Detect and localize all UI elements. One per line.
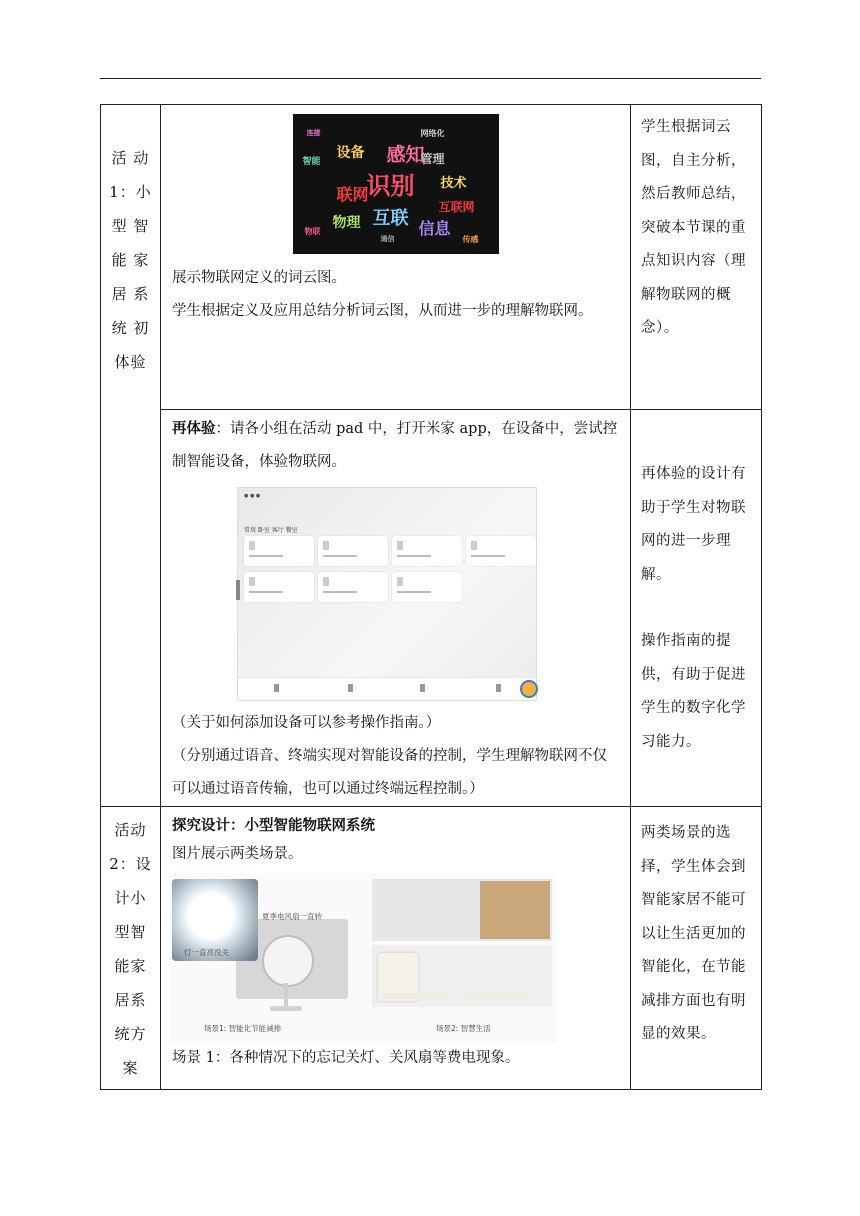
paragraph: 学生根据定义及应用总结分析词云图，从而进一步的理解物联网。 <box>172 303 593 319</box>
wordcloud-word: 感知 <box>386 144 425 166</box>
photo-strip <box>382 993 452 999</box>
activity1-label-cell <box>101 105 161 807</box>
device-card <box>318 572 388 602</box>
wordcloud-word: 管理 <box>420 152 445 166</box>
re-experience-block <box>161 410 630 479</box>
photo-strip <box>462 993 532 999</box>
device-card <box>318 536 388 566</box>
wordcloud-word: 传感 <box>462 235 479 244</box>
activity2-label <box>101 807 160 1085</box>
activity1-row-2 <box>101 410 762 807</box>
label-line: 活动 <box>114 821 147 839</box>
side-note-a: 再体验的设计有助于学生对物联网的进一步理解。 <box>641 466 746 583</box>
wordcloud-word: 识别 <box>366 172 415 200</box>
activity2-content <box>161 807 631 1090</box>
note: （分别通过语音、终端实现对智能设备的控制，学生理解物联网不仅可以通过语音传输，也可以通过终端远程控制。） <box>172 748 607 797</box>
wordcloud-word: 联网 <box>336 185 369 204</box>
label-line: 案 <box>122 1059 139 1077</box>
room-tabs: 常用 卧室 客厅 餐室 <box>244 527 298 534</box>
device-card <box>244 572 314 602</box>
activity1-content-2 <box>161 410 631 807</box>
label-line: 统 初 <box>111 319 150 337</box>
side-note: 学生根据词云图，自主分析，然后教师总结，突破本节课的重点知识内容（理解物联网的概念）。 <box>641 119 746 336</box>
activity1-content-1 <box>161 105 631 410</box>
header-rule <box>100 78 761 79</box>
activity1-side-2 <box>631 410 762 807</box>
wordcloud-word: 技术 <box>440 176 467 191</box>
side-note <box>631 410 761 759</box>
label-line: 活 动 <box>111 149 150 167</box>
wordcloud-word: 信息 <box>418 219 451 238</box>
wordcloud-image <box>293 114 499 254</box>
wordcloud-word: 互联网 <box>438 200 475 214</box>
activity1-label <box>101 105 160 379</box>
side-note: 两类场景的选择，学生体会到智能家居不能可以让生活更加的智能化，在节能减排方面也有明显的效果。 <box>641 825 746 1042</box>
scene-line: 场景 1：各种情况下的忘记关灯、关风扇等费电现象。 <box>172 1050 520 1066</box>
fan-caption: 夏季电风扇一直转 <box>262 912 322 921</box>
label-line: 能 家 <box>111 251 150 269</box>
label-line: 居系 <box>114 991 147 1009</box>
notes-block <box>161 707 630 806</box>
re-experience-text: ：请各小组在活动 pad 中，打开米家 app，在设备中，尝试控制智能设备，体验物联网。 <box>172 421 618 470</box>
activity2-intro: 图片展示两类场景。 <box>172 846 303 862</box>
fan-photo <box>262 935 314 987</box>
wordcloud-word: 物理 <box>332 215 361 231</box>
label-line: 居 系 <box>111 285 150 303</box>
label-line: 型 智 <box>111 217 150 235</box>
scene2-caption: 场景2: 智慧生活 <box>436 1024 491 1033</box>
wordcloud-word: 网络化 <box>420 129 445 138</box>
label-line: 统方 <box>114 1025 147 1043</box>
device-card <box>244 536 314 566</box>
wordcloud-word: 连接 <box>306 129 321 137</box>
device-card <box>392 536 462 566</box>
wordcloud-word: 通信 <box>380 235 395 243</box>
scenes-image <box>170 873 556 1043</box>
label-line: 2：设 <box>109 855 152 873</box>
paragraph: 展示物联网定义的词云图。 <box>172 270 346 286</box>
label-line: 体验 <box>114 353 147 371</box>
activity2-title: 探究设计：小型智能物联网系统 <box>172 817 375 834</box>
re-experience-title: 再体验 <box>172 420 216 437</box>
wordcloud-word: 互联 <box>372 208 409 229</box>
side-handle <box>236 580 240 600</box>
activity1-side-1 <box>631 105 762 410</box>
wordcloud-word: 物联 <box>304 227 321 236</box>
assistant-icon <box>520 680 538 698</box>
label-line: 1：小 <box>109 183 152 201</box>
lamp-caption: 灯一直亮没关 <box>184 948 229 957</box>
lesson-table <box>100 104 762 1090</box>
bottom-nav <box>238 677 536 700</box>
device-card <box>392 572 462 602</box>
wordcloud-word: 智能 <box>302 157 321 167</box>
activity2-text <box>161 807 630 869</box>
app-header: ● ● ● <box>244 493 261 499</box>
side-note-b: 操作指南的提供，有助于促进学生的数字化学习能力。 <box>641 633 746 750</box>
label-line: 计小 <box>114 889 147 907</box>
wordcloud-word: 设备 <box>336 145 365 161</box>
activity1-text-block <box>161 262 630 328</box>
scene1-caption: 场景1: 智能化节能减排 <box>204 1024 282 1033</box>
label-line: 型智 <box>114 923 147 941</box>
smart-home-photo-2 <box>480 881 550 939</box>
activity1-row-1 <box>101 105 762 410</box>
mijia-app-screenshot <box>237 487 537 701</box>
activity2-row <box>101 807 762 1090</box>
note: （关于如何添加设备可以参考操作指南。） <box>172 715 441 731</box>
activity2-label-cell <box>101 807 161 1090</box>
device-card <box>466 536 536 566</box>
activity2-side <box>631 807 762 1090</box>
label-line: 能家 <box>114 957 147 975</box>
